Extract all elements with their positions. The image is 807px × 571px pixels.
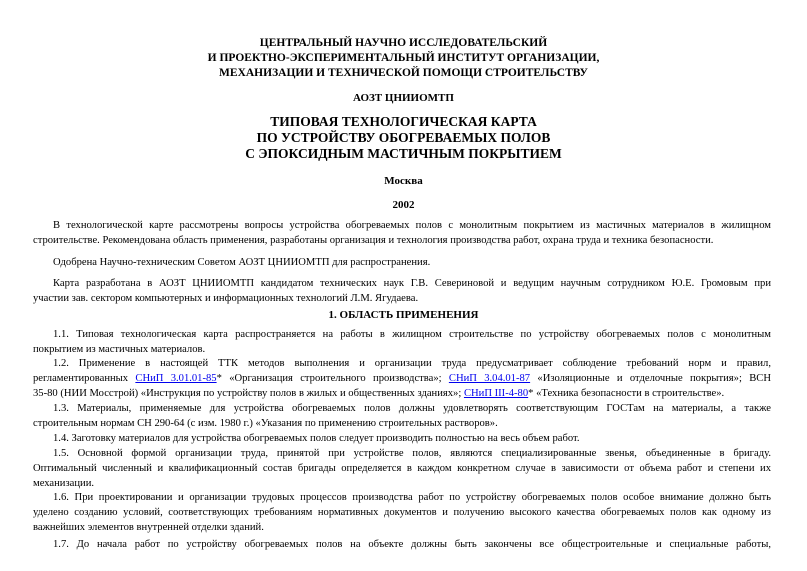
clause-line: механизации. [33, 478, 95, 489]
publication-year: 2002 [392, 199, 415, 211]
clause-text: «Изоляционные и отделочные покрытия»; ВСН [530, 373, 771, 384]
clause-line [33, 386, 771, 401]
snip-3-01-01-85-link[interactable]: СНиП 3.01.01-85 [135, 373, 217, 384]
clause-text: регламентированных [33, 373, 136, 384]
organization-name-line-1: ЦЕНТРАЛЬНЫЙ НАУЧНО ИССЛЕДОВАТЕЛЬСКИЙ [259, 37, 548, 49]
clause-line: 1.1. Типовая технологическая карта распространяется на работы в жилищном строительстве по устройству обогреваемых полов с монолитным [53, 329, 771, 340]
clause-line: уделено созданию условий, соответствующих требованиям нормативных документов и получению высокого качества обогреваемых полов как одному из [33, 507, 771, 518]
authors-paragraph [33, 276, 771, 306]
clause-line: 1.5. Основной формой организации труда, принятой при устройстве полов, являются специализированные звенья, объединенные в бригаду. [53, 448, 771, 459]
clause-1-3 [33, 401, 771, 431]
clause-line: 1.4. Заготовку материалов для устройства обогреваемых полов следует производить полностью на весь объем работ. [53, 433, 580, 444]
clause-1-1 [33, 327, 771, 357]
organization-name-line-3: МЕХАНИЗАЦИИ И ТЕХНИЧЕСКОЙ ПОМОЩИ СТРОИТЕЛЬСТВУ [219, 67, 588, 79]
clause-1-4 [33, 431, 771, 446]
clause-line: 1.3. Материалы, применяемые для устройства обогреваемых полов должны удовлетворять соответствующим ГОСТам на материалы, а также [53, 403, 771, 414]
publication-city: Москва [384, 175, 423, 187]
intro-paragraph-line: строительстве. Рекомендована область применения, разработаны организация и технология производства работ, охрана труда и техника безопасности. [33, 235, 714, 246]
clause-1-7 [33, 537, 771, 552]
clause-line: 1.6. При проектировании и организации трудовых процессов производства работ по устройству обогреваемых полов особое внимание должно быть [53, 492, 771, 503]
clause-line: покрытием из мастичных материалов. [33, 344, 206, 355]
approval-note [33, 255, 771, 270]
clause-line: Оптимальный численный и квалификационный состав бригады определяется в каждом конкретном случае в зависимости от объема работ и степени их [33, 463, 771, 474]
authors-paragraph-line: Карта разработана в АОЗТ ЦНИИОМТП кандидатом технических наук Г.В. Севериновой и ведущим научным сотрудником Ю.Е. Громовым при [53, 278, 771, 289]
clause-1-2 [33, 356, 771, 401]
intro-paragraph [33, 218, 771, 248]
clause-text: * «Организация строительного производства»; [216, 373, 449, 384]
document-title-line-3: С ЭПОКСИДНЫМ МАСТИЧНЫМ ПОКРЫТИЕМ [245, 146, 562, 161]
organization-short-name: АОЗТ ЦНИИОМТП [353, 92, 454, 104]
snip-iii-4-80-link[interactable]: СНиП III-4-80 [463, 388, 529, 399]
document-title-line-2: ПО УСТРОЙСТВУ ОБОГРЕВАЕМЫХ ПОЛОВ [256, 130, 551, 145]
clause-line [33, 371, 771, 386]
clause-line: 1.7. До начала работ по устройству обогреваемых полов на объекте должны быть закончены все общестроительные и специальные работы, [53, 539, 771, 550]
snip-3-04-01-87-link[interactable]: СНиП 3.04.01-87 [448, 373, 531, 384]
clause-1-5 [33, 446, 771, 491]
clause-text: 35-80 (НИИ Мосстрой) «Инструкция по устройству полов в жилых и общественных зданиях»; [33, 388, 464, 399]
organization-name-line-2: И ПРОЕКТНО-ЭКСПЕРИМЕНТАЛЬНЫЙ ИНСТИТУТ ОРГАНИЗАЦИИ, [207, 52, 600, 64]
clause-text: * «Техника безопасности в строительстве». [528, 388, 725, 399]
intro-paragraph-line: В технологической карте рассмотрены вопросы устройства обогреваемых полов с монолитным покрытием из мастичных материалов в жилищном [53, 220, 771, 231]
document-title-line-1: ТИПОВАЯ ТЕХНОЛОГИЧЕСКАЯ КАРТА [270, 114, 537, 129]
approval-note-line: Одобрена Научно-техническим Советом АОЗТ ЦНИИОМТП для распространения. [53, 257, 431, 268]
authors-paragraph-line: участии зав. сектором компьютерных и информационных технологий Л.М. Ягудаева. [33, 293, 419, 304]
clause-1-6 [33, 490, 771, 535]
clause-line: 1.2. Применение в настоящей ТТК методов выполнения и организации труда предусматривает соблюдение требований норм и правил, [53, 358, 771, 369]
clause-line: строительным нормам СН 290-64 (с изм. 1980 г.) «Указания по применению строительных растворов». [33, 418, 498, 429]
clause-line: важнейших элементов внутренней отделки зданий. [33, 522, 264, 533]
section-heading: 1. ОБЛАСТЬ ПРИМЕНЕНИЯ [328, 309, 479, 321]
